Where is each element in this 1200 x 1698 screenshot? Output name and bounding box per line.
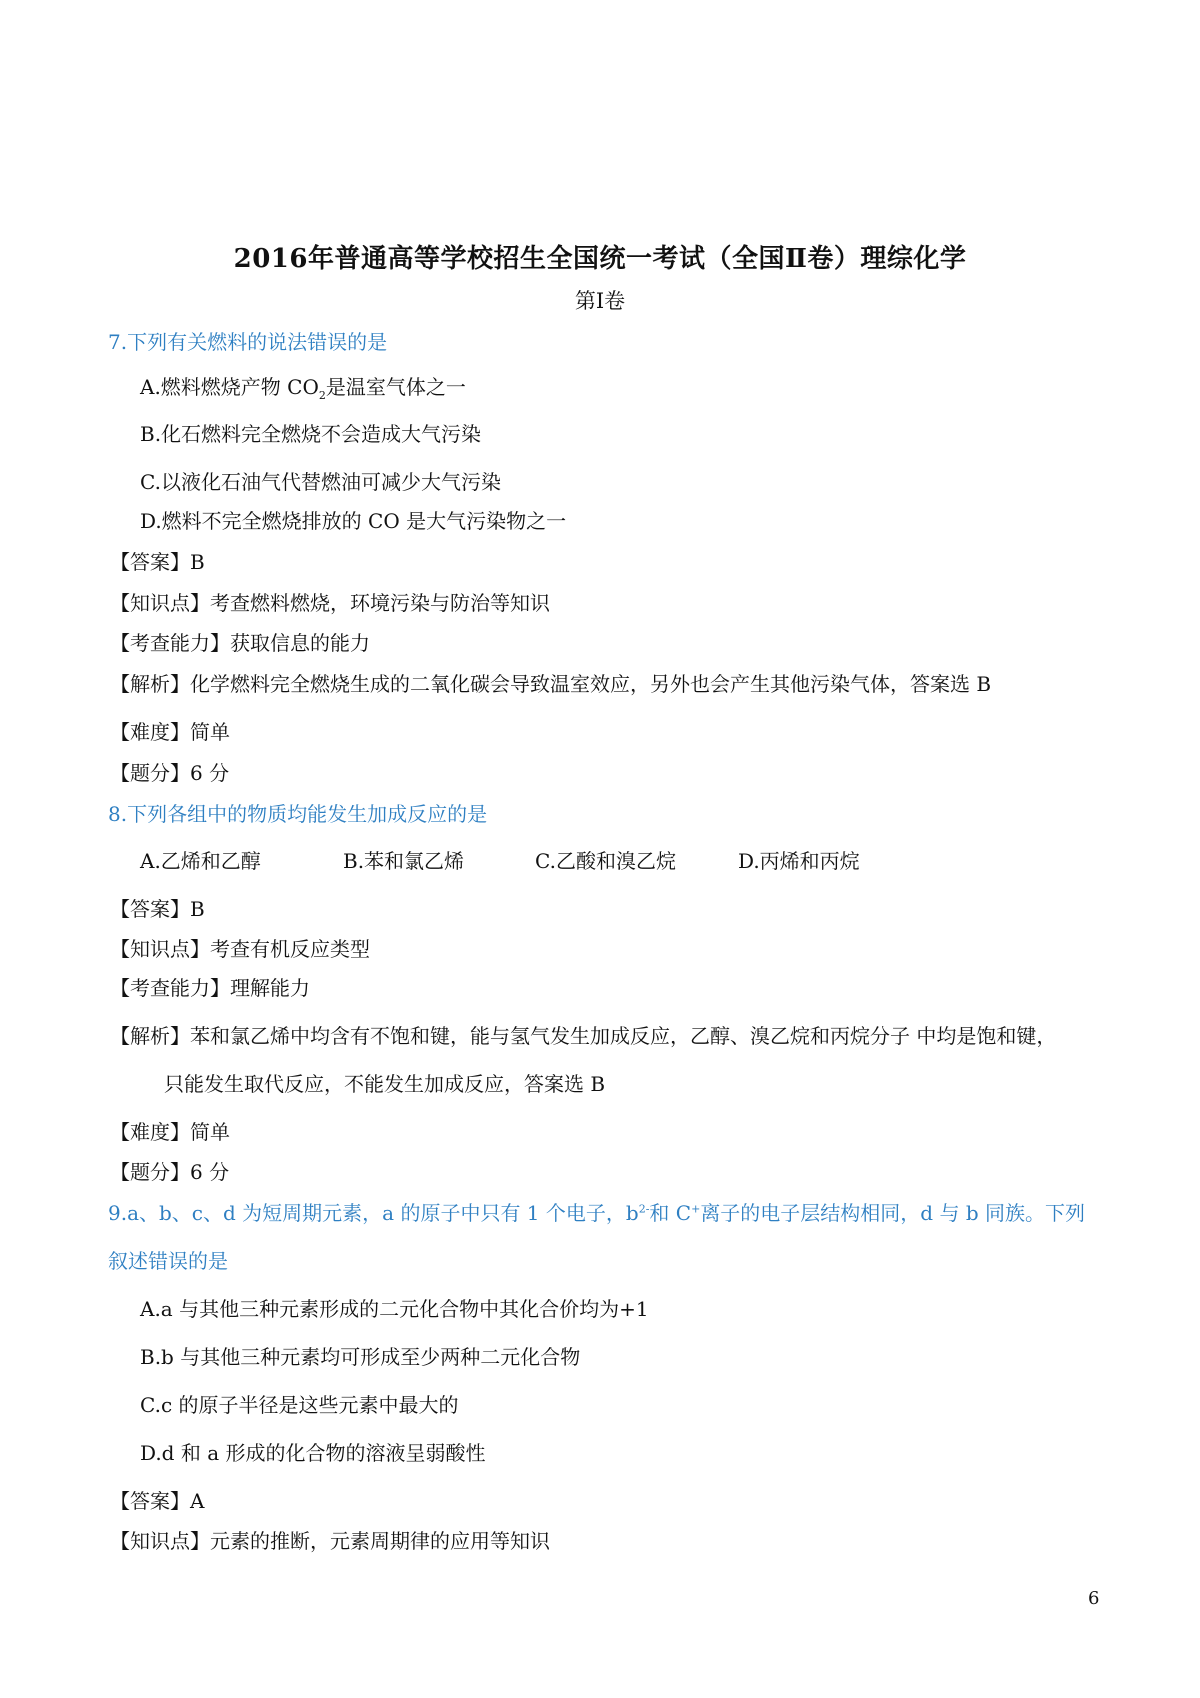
question-9-stem-line2: 叙述错误的是	[108, 1249, 228, 1273]
option-text: A.燃料燃烧产物 CO	[140, 375, 319, 399]
option-text: 是温室气体之一	[325, 375, 466, 399]
question-9-answer: 【答案】A	[110, 1489, 205, 1513]
question-8-analysis-line1: 【解析】苯和氯乙烯中均含有不饱和键，能与氢气发生加成反应，乙醇、溴乙烷和丙烷分子 中均是饱和键，	[110, 1024, 1057, 1048]
question-8-difficulty: 【难度】简单	[110, 1120, 230, 1144]
section-title: 第Ⅰ卷	[574, 289, 626, 313]
subscript: 2	[318, 389, 326, 402]
question-9-option-b: B.b 与其他三种元素均可形成至少两种二元化合物	[140, 1345, 581, 1369]
question-7-difficulty: 【难度】简单	[110, 720, 230, 744]
question-7-answer: 【答案】B	[110, 550, 205, 574]
question-8-analysis-line2: 只能发生取代反应，不能发生加成反应，答案选 B	[164, 1072, 606, 1096]
page-title: 2016年普通高等学校招生全国统一考试（全国Ⅱ卷）理综化学	[233, 244, 967, 274]
question-7-option-d: D.燃料不完全燃烧排放的 CO 是大气污染物之一	[140, 509, 567, 533]
question-7-analysis: 【解析】化学燃料完全燃烧生成的二氧化碳会导致温室效应，另外也会产生其他污染气体，答案选 B	[110, 672, 992, 696]
question-9-stem	[108, 1197, 1085, 1226]
question-9-option-d: D.d 和 a 形成的化合物的溶液呈弱酸性	[140, 1441, 486, 1465]
stem-text: 9.a、b、c、d 为短周期元素，a 的原子中只有 1 个电子，b	[108, 1201, 639, 1225]
stem-text: 离子的电子层结构相同，d 与 b 同族。下列	[700, 1201, 1085, 1225]
question-7-ability: 【考查能力】获取信息的能力	[110, 631, 370, 655]
question-9-option-a: A.a 与其他三种元素形成的二元化合物中其化合价均为+1	[140, 1297, 649, 1321]
question-8-stem: 8.下列各组中的物质均能发生加成反应的是	[108, 802, 488, 826]
question-8-knowledge: 【知识点】考查有机反应类型	[110, 937, 370, 961]
question-9-option-c: C.c 的原子半径是这些元素中最大的	[140, 1393, 459, 1417]
question-8-option-c: C.乙酸和溴乙烷	[535, 849, 676, 873]
question-8-option-b: B.苯和氯乙烯	[343, 849, 465, 873]
question-8-option-d: D.丙烯和丙烷	[738, 849, 860, 873]
question-7-option-a	[140, 371, 466, 400]
question-8-ability: 【考查能力】理解能力	[110, 976, 310, 1000]
question-8-score: 【题分】6 分	[110, 1160, 230, 1184]
question-8-answer: 【答案】B	[110, 897, 205, 921]
question-7-score: 【题分】6 分	[110, 761, 230, 785]
question-8-option-a: A.乙烯和乙醇	[140, 849, 261, 873]
stem-text: 和 C	[649, 1201, 692, 1225]
question-7-stem: 7.下列有关燃料的说法错误的是	[108, 330, 388, 354]
page-number: 6	[1088, 1588, 1100, 1609]
superscript: +	[691, 1202, 701, 1216]
superscript: 2-	[638, 1202, 650, 1216]
question-9-knowledge: 【知识点】元素的推断，元素周期律的应用等知识	[110, 1529, 550, 1553]
question-7-option-b: B.化石燃料完全燃烧不会造成大气污染	[140, 422, 482, 446]
question-7-knowledge: 【知识点】考查燃料燃烧，环境污染与防治等知识	[110, 591, 550, 615]
question-7-option-c: C.以液化石油气代替燃油可减少大气污染	[140, 470, 501, 494]
